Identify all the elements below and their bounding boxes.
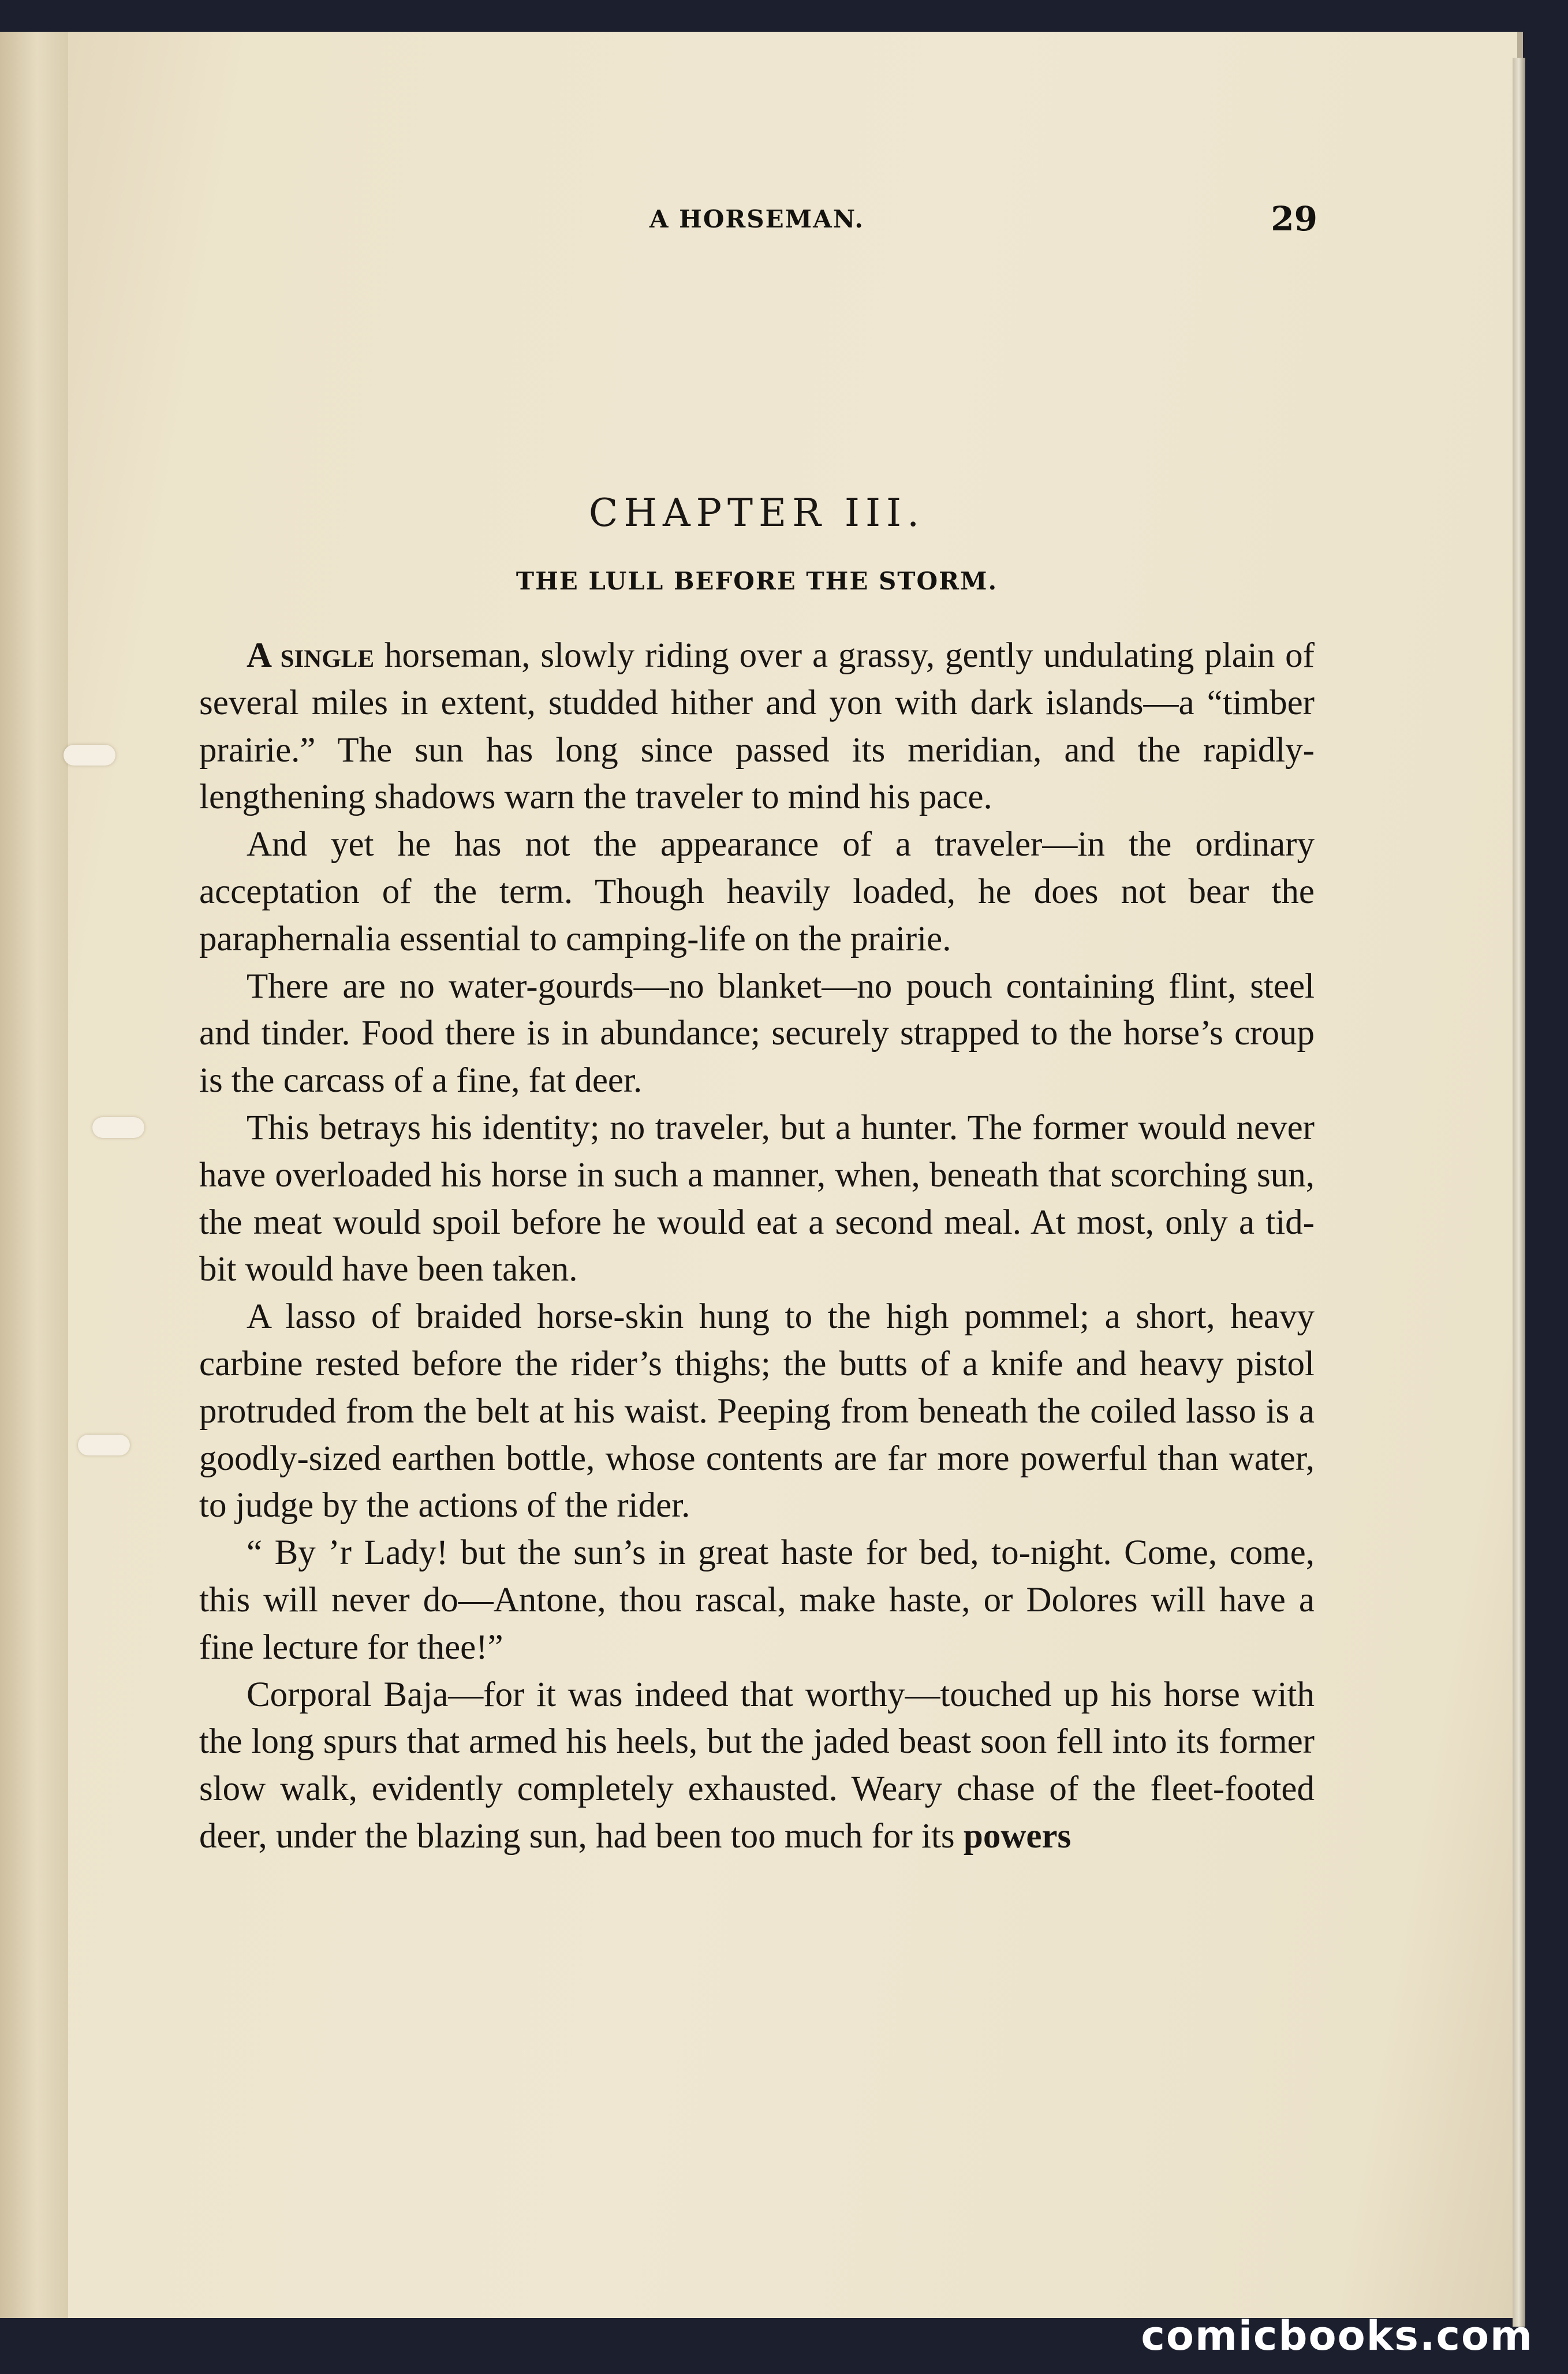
paragraph: This betrays his identity; no traveler, but a hunter. The former would never have overloaded his horse in such a manner, when, beneath that scorching sun, the meat would spoil before he would eat a second meal. At most, only a tid-bit would have been taken. <box>199 1108 1315 1289</box>
page-edge-shadow <box>1513 58 1525 2327</box>
page-header <box>196 199 1317 240</box>
binding-hole <box>64 745 115 766</box>
catchword: powers <box>963 1816 1072 1856</box>
paragraph: “ By ’r Lady! but the sun’s in great haste for bed, to-night. Come, come, this will never do—Antone, thou rascal, make haste, or Dolores will have a fine lecture for thee!” <box>199 1533 1315 1667</box>
paragraph: And yet he has not the appearance of a traveler—in the ordinary acceptation of the term. Though heavily loaded, he does not bear the paraphernalia essential to camping-life on the prairie. <box>199 825 1315 958</box>
paragraph-text: Corporal Baja—for it was indeed that worthy—touched up his horse with the long spurs that armed his heels, but the jaded beast soon fell into its former slow walk, evidently completely exhausted. Weary chase of the fleet-footed deer, under the blazing sun, had been too much for its <box>199 1675 1315 1856</box>
running-head: A HORSEMAN. <box>649 205 865 233</box>
watermark: comicbooks.com <box>1141 2312 1533 2360</box>
paragraph <box>199 632 1315 821</box>
lead-words: A single <box>247 636 375 675</box>
paragraph: There are no water-gourds—no blanket—no pouch containing flint, steel and tinder. Food there is in abundance; securely strapped to the horse’s croup is the carcass of a fine, fat deer. <box>199 966 1315 1100</box>
page-number: 29 <box>1271 199 1317 238</box>
paragraph: A lasso of braided horse-skin hung to the high pommel; a short, heavy carbine rested before the rider’s thighs; the butts of a knife and heavy pistol protruded from the belt at his waist. Peeping from beneath the coiled lasso is a goodly-sized earthen bottle, whose contents are far more powerful than water, to judge by the actions of the rider. <box>199 1297 1315 1525</box>
binding-hole <box>78 1435 130 1455</box>
paragraph-text: horseman, slowly riding over a grassy, gently undulating plain of several miles in extent, studded hither and yon with dark islands—a “timber prairie.” The sun has long since passed its meridian, and the rapidly-lengthening shadows warn the traveler to mind his pace. <box>199 636 1315 817</box>
previous-page-edge <box>0 32 70 2318</box>
binding-hole <box>92 1117 144 1138</box>
chapter-body <box>199 632 1315 1860</box>
chapter-subtitle: THE LULL BEFORE THE STORM. <box>516 567 998 595</box>
chapter-title: CHAPTER III. <box>588 491 925 535</box>
paragraph <box>199 1671 1315 1860</box>
